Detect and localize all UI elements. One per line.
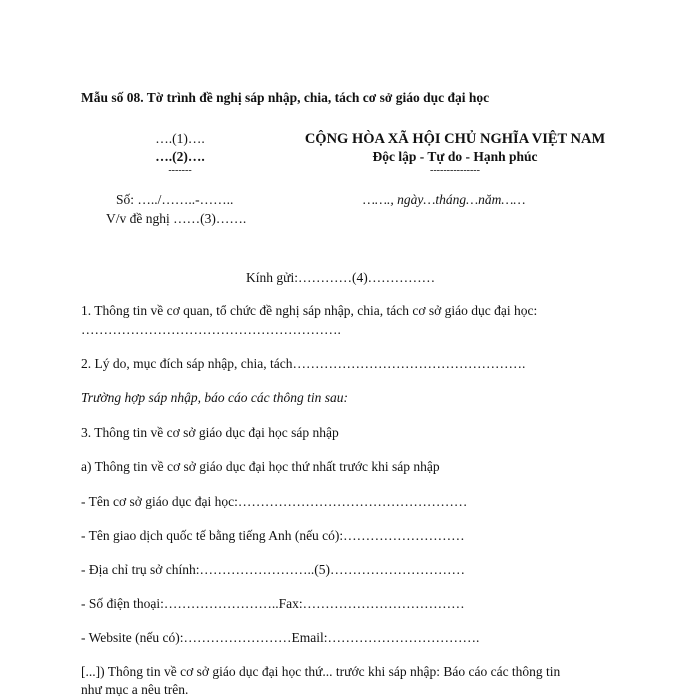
- field-english-name: - Tên giao dịch quốc tế bằng tiếng Anh (nếu có):………………………: [81, 528, 465, 543]
- section-other-institution-cont: như mục a nêu trên.: [81, 682, 189, 697]
- right-divider: ---------------: [430, 165, 480, 176]
- right-header: [285, 130, 625, 176]
- agency-line-1: ….(1)….: [155, 131, 205, 146]
- section-2-heading: 2. Lý do, mục đích sáp nhập, chia, tách…………………………………………….: [81, 356, 526, 371]
- section-3-heading: 3. Thông tin về cơ sở giáo dục đại học sáp nhập: [81, 425, 339, 440]
- recipient-line: Kính gửi:…………(4)……………: [246, 270, 436, 285]
- section-3a-heading: a) Thông tin về cơ sở giáo dục đại học thứ nhất trước khi sáp nhập: [81, 459, 440, 474]
- field-website-email: - Website (nếu có):……………………Email:…………………………….: [81, 630, 480, 645]
- national-motto: Độc lập - Tự do - Hạnh phúc: [372, 149, 538, 164]
- merge-case-note: Trường hợp sáp nhập, báo cáo các thông tin sau:: [81, 390, 349, 405]
- field-phone-fax: - Số điện thoại:……………………..Fax:………………………………: [81, 596, 465, 611]
- date-line: ……., ngày…tháng…năm……: [363, 192, 526, 207]
- section-1-fill: ………………………………………………….: [81, 322, 341, 337]
- field-institution-name: - Tên cơ sở giáo dục đại học:……………………………………………: [81, 494, 468, 509]
- national-title: CỘNG HÒA XÃ HỘI CHỦ NGHĨA VIỆT NAM: [304, 131, 606, 147]
- document-title: Mẫu số 08. Tờ trình đề nghị sáp nhập, chia, tách cơ sở giáo dục đại học: [81, 90, 490, 105]
- document-number: Số: …../……..-……..: [116, 192, 234, 207]
- left-header: [100, 130, 260, 176]
- left-divider: -------: [168, 165, 192, 176]
- section-other-institution: [...]) Thông tin về cơ sở giáo dục đại học thứ... trước khi sáp nhập: Báo cáo các thông tin: [81, 664, 561, 679]
- agency-line-2: ….(2)….: [155, 149, 205, 164]
- field-address: - Địa chỉ trụ sở chính:……………………..(5)…………………………: [81, 562, 465, 577]
- section-1-heading: 1. Thông tin về cơ quan, tổ chức đề nghị sáp nhập, chia, tách cơ sở giáo dục đại học:: [81, 303, 538, 318]
- subject-line: V/v đề nghị ……(3)…….: [106, 211, 247, 226]
